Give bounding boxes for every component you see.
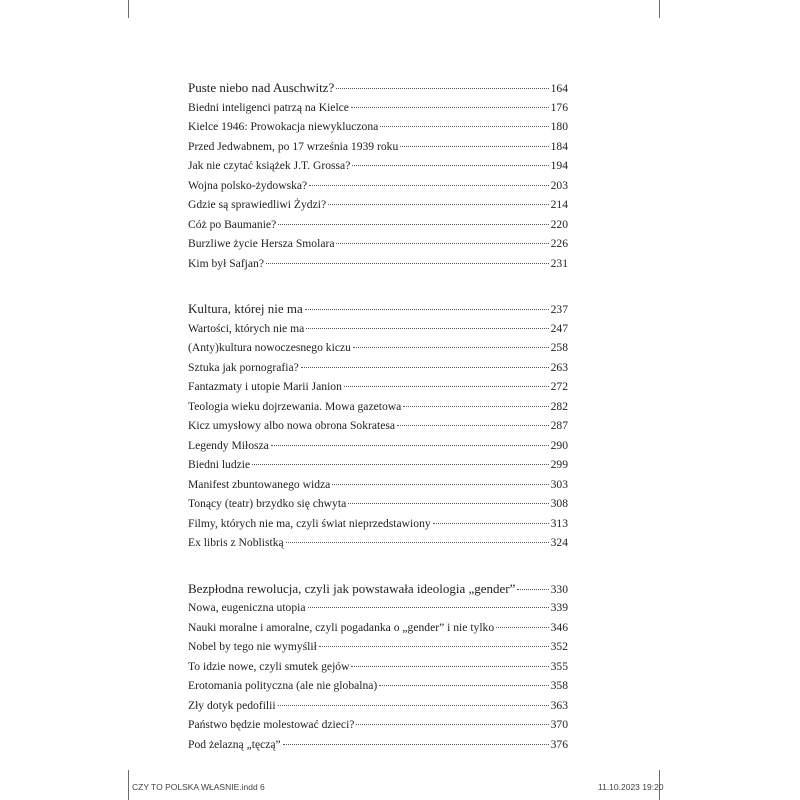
toc-dot-leader: [353, 346, 549, 348]
toc-entry: [188, 676, 568, 696]
toc-entry: [188, 514, 568, 534]
toc-entry: [188, 137, 568, 157]
toc-entry-title: Legendy Miłosza: [188, 438, 269, 452]
toc-dot-leader: [433, 522, 549, 524]
toc-entry-title: Gdzie są sprawiedliwi Żydzi?: [188, 198, 327, 211]
toc-entry-page-number: 355: [550, 659, 568, 673]
toc-entry-page-number: 214: [550, 198, 568, 211]
toc-entry: [188, 696, 568, 716]
toc-entry: [188, 78, 568, 98]
toc-entry: [188, 455, 568, 475]
toc-section-3: [188, 579, 568, 755]
toc-entry-page-number: 299: [550, 458, 568, 471]
toc-dot-leader: [308, 606, 549, 608]
toc-entry-page-number: 370: [550, 718, 568, 731]
toc-dot-leader: [319, 645, 549, 647]
toc-entry-title: Sztuka jak pornografia?: [188, 360, 299, 374]
toc-entry-title: Teologia wieku dojrzewania. Mowa gazetowa: [188, 399, 402, 413]
toc-dot-leader: [286, 541, 549, 543]
toc-section-2: [188, 299, 568, 553]
toc-entry-title: Burzliwe życie Hersza Smolara: [188, 237, 335, 250]
toc-entry-page-number: 194: [550, 159, 568, 172]
crop-mark-top-left: [128, 0, 129, 18]
toc-entry: [188, 299, 568, 319]
toc-entry: [188, 234, 568, 254]
toc-entry-page-number: 184: [550, 139, 568, 153]
toc-dot-leader: [283, 743, 549, 745]
toc-entry: [188, 117, 568, 137]
toc-dot-leader: [266, 262, 549, 264]
toc-entry-page-number: 352: [550, 640, 568, 653]
toc-entry-title: Fantazmaty i utopie Marii Janion: [188, 380, 342, 393]
toc-entry-page-number: 363: [550, 698, 568, 712]
footer-timestamp: 11.10.2023 19:20: [598, 782, 664, 792]
toc-entry-title: Biedni ludzie: [188, 458, 251, 471]
crop-mark-top-right: [659, 0, 660, 18]
toc-entry: [188, 579, 568, 599]
toc-dot-leader: [348, 502, 548, 504]
toc-entry-page-number: 339: [550, 601, 568, 614]
toc-entry-page-number: 313: [550, 516, 568, 530]
toc-dot-leader: [271, 444, 549, 446]
toc-entry-page-number: 180: [550, 120, 568, 133]
toc-entry: [188, 254, 568, 274]
toc-dot-leader: [517, 588, 548, 590]
toc-dot-leader: [397, 424, 549, 426]
toc-dot-leader: [252, 463, 548, 465]
toc-entry-page-number: 358: [550, 679, 568, 692]
toc-entry-title: Wojna polsko-żydowska?: [188, 178, 308, 192]
toc-entry: [188, 338, 568, 358]
toc-entry: [188, 598, 568, 618]
toc-entry: [188, 618, 568, 638]
toc-entry: [188, 657, 568, 677]
table-of-contents: [188, 78, 568, 754]
toc-entry-title: Puste niebo nad Auschwitz?: [188, 80, 335, 95]
toc-entry-title: Biedni inteligenci patrzą na Kielce: [188, 100, 349, 114]
toc-entry-title: (Anty)kultura nowoczesnego kiczu: [188, 341, 351, 354]
toc-dot-leader: [328, 203, 548, 205]
toc-entry-page-number: 330: [550, 582, 568, 596]
toc-entry-title: Manifest zbuntowanego widza: [188, 477, 331, 491]
toc-dot-leader: [403, 405, 548, 407]
toc-entry-title: Kultura, której nie ma: [188, 301, 303, 316]
toc-entry: [188, 215, 568, 235]
toc-dot-leader: [278, 223, 548, 225]
toc-entry-title: Bezpłodna rewolucja, czyli jak powstawała ideologia „gender”: [188, 580, 516, 596]
toc-entry: [188, 319, 568, 339]
toc-entry-page-number: 231: [550, 256, 568, 270]
toc-entry-page-number: 308: [550, 497, 568, 510]
toc-entry: [188, 397, 568, 417]
toc-entry: [188, 533, 568, 553]
toc-entry: [188, 358, 568, 378]
toc-entry-page-number: 282: [550, 399, 568, 413]
toc-dot-leader: [351, 106, 549, 108]
toc-dot-leader: [356, 723, 548, 725]
toc-entry-title: Kielce 1946: Prowokacja niewykluczona: [188, 120, 379, 133]
toc-dot-leader: [351, 665, 548, 667]
toc-entry-title: Pod żelazną „tęczą”: [188, 737, 281, 751]
toc-entry-page-number: 258: [550, 341, 568, 354]
toc-entry: [188, 176, 568, 196]
toc-dot-leader: [306, 327, 548, 329]
toc-entry-page-number: 226: [550, 237, 568, 250]
toc-entry-page-number: 324: [550, 536, 568, 549]
toc-entry-title: Erotomania polityczna (ale nie globalna): [188, 679, 378, 692]
toc-entry: [188, 156, 568, 176]
toc-entry-page-number: 290: [550, 438, 568, 452]
toc-section-1: [188, 78, 568, 273]
toc-entry-title: Wartości, których nie ma: [188, 321, 305, 335]
toc-entry-title: To idzie nowe, czyli smutek gejów: [188, 659, 350, 673]
toc-entry-page-number: 376: [550, 737, 568, 751]
toc-entry: [188, 195, 568, 215]
toc-entry-title: Jak nie czytać książek J.T. Grossa?: [188, 159, 351, 172]
toc-entry-page-number: 303: [550, 477, 568, 491]
toc-entry-title: Cóż po Baumanie?: [188, 217, 277, 231]
toc-entry-page-number: 263: [550, 360, 568, 374]
toc-entry-title: Nauki moralne i amoralne, czyli pogadanka o „gender” i nie tylko: [188, 620, 495, 634]
toc-entry: [188, 436, 568, 456]
toc-entry-title: Przed Jedwabnem, po 17 września 1939 roku: [188, 139, 399, 153]
toc-entry-page-number: 247: [550, 321, 568, 335]
toc-entry-page-number: 203: [550, 178, 568, 192]
toc-entry-page-number: 164: [550, 82, 568, 95]
toc-entry-title: Tonący (teatr) brzydko się chwyta: [188, 497, 347, 510]
toc-dot-leader: [332, 483, 548, 485]
toc-dot-leader: [352, 164, 548, 166]
toc-entry-page-number: 346: [550, 620, 568, 634]
toc-entry-page-number: 176: [550, 100, 568, 114]
toc-entry: [188, 637, 568, 657]
toc-entry-page-number: 287: [550, 419, 568, 432]
toc-entry: [188, 494, 568, 514]
toc-dot-leader: [380, 125, 548, 127]
toc-dot-leader: [379, 684, 548, 686]
toc-entry-page-number: 237: [550, 303, 568, 316]
toc-dot-leader: [400, 145, 548, 147]
toc-entry: [188, 98, 568, 118]
toc-entry-title: Nobel by tego nie wymyślił: [188, 640, 317, 653]
toc-dot-leader: [301, 366, 549, 368]
toc-entry: [188, 735, 568, 755]
toc-entry: [188, 475, 568, 495]
toc-entry-page-number: 220: [550, 217, 568, 231]
toc-entry-title: Ex libris z Noblistką: [188, 536, 284, 549]
toc-entry-title: Kicz umysłowy albo nowa obrona Sokratesa: [188, 419, 396, 432]
toc-entry-title: Nowa, eugeniczna utopia: [188, 601, 306, 614]
toc-entry-title: Zły dotyk pedofilii: [188, 698, 276, 712]
toc-entry-title: Państwo będzie molestować dzieci?: [188, 718, 355, 731]
footer-file-name: CZY TO POLSKA WŁASNIE.indd 6: [132, 782, 265, 792]
toc-dot-leader: [305, 308, 549, 310]
toc-dot-leader: [309, 184, 548, 186]
toc-entry: [188, 377, 568, 397]
toc-dot-leader: [344, 385, 549, 387]
toc-entry-title: Kim był Safjan?: [188, 256, 264, 270]
toc-entry: [188, 416, 568, 436]
toc-entry-title: Filmy, których nie ma, czyli świat nieprzedstawiony: [188, 516, 431, 530]
toc-dot-leader: [336, 242, 548, 244]
crop-mark-bottom-left: [128, 770, 129, 800]
toc-entry-page-number: 272: [550, 380, 568, 393]
toc-dot-leader: [336, 87, 548, 89]
toc-entry: [188, 715, 568, 735]
toc-dot-leader: [278, 704, 549, 706]
toc-dot-leader: [496, 626, 548, 628]
